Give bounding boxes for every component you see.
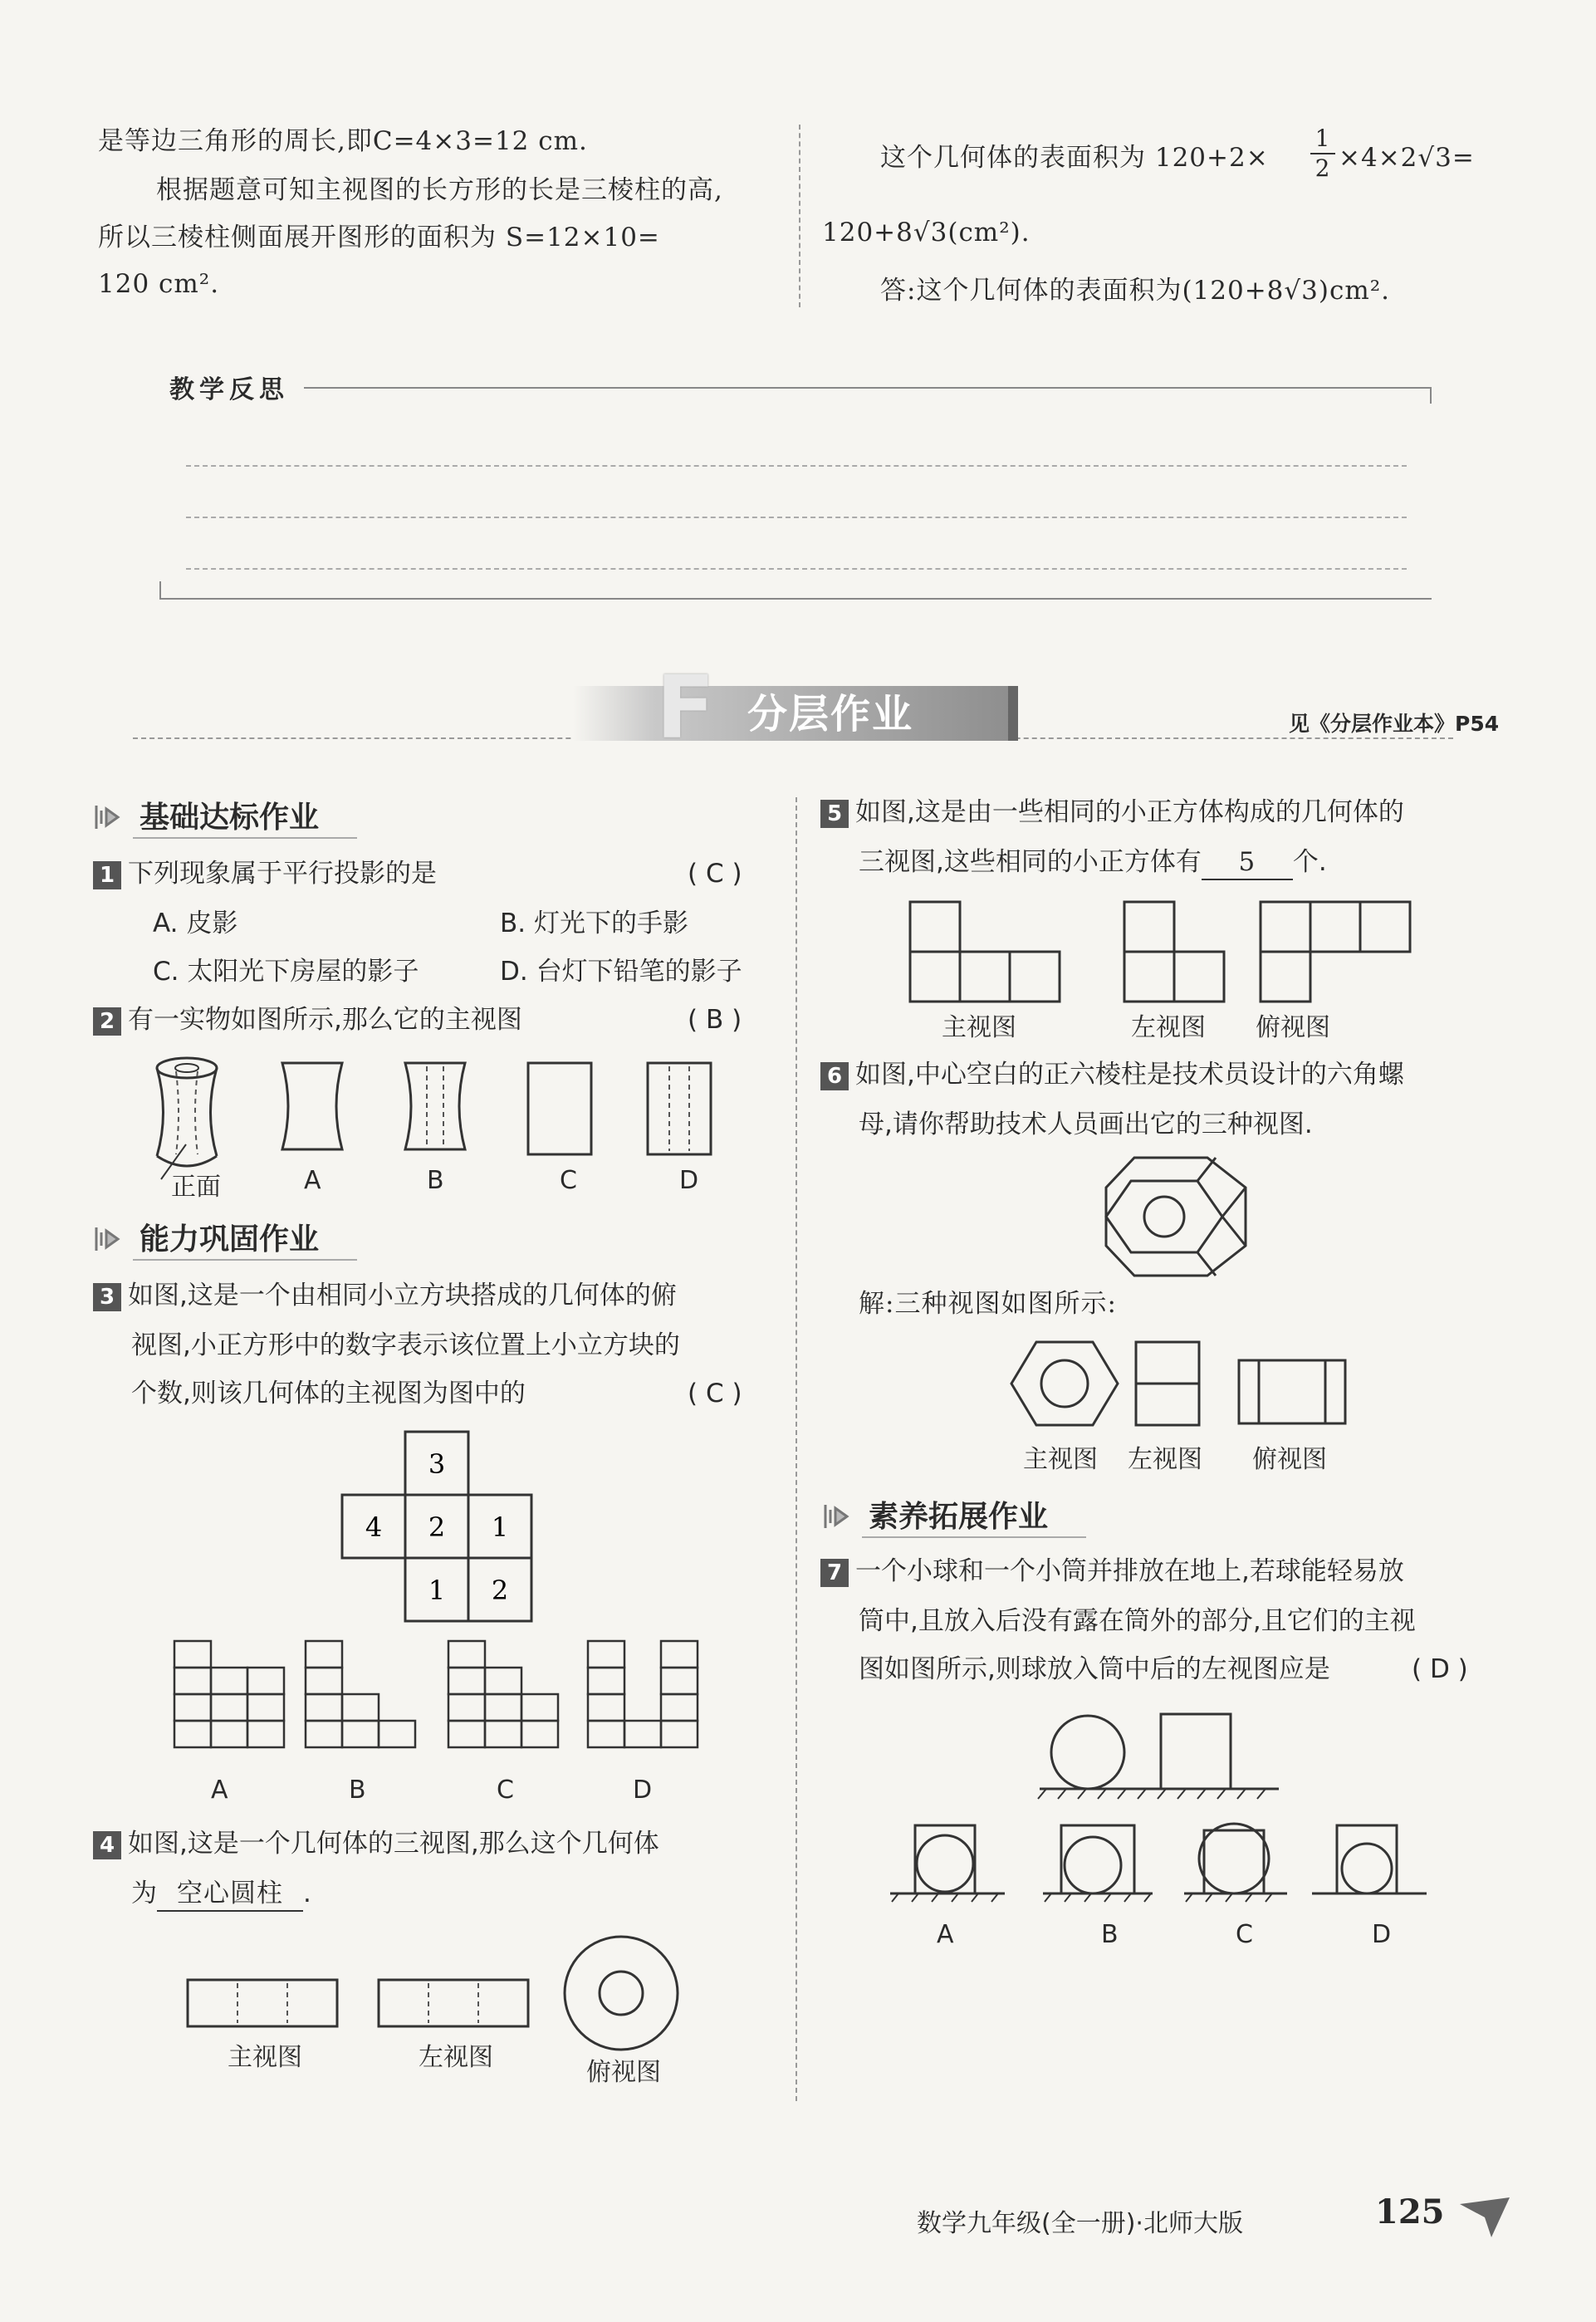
top-right-line2: 120+8√3(cm²). <box>822 218 1031 247</box>
q3-line3: 个数,则该几何体的主视图为图中的 <box>131 1379 526 1408</box>
q6-number: 6 <box>820 1062 849 1090</box>
fraction-denominator: 2 <box>1310 153 1335 183</box>
section-ability-title: 能力巩固作业 <box>140 1222 320 1257</box>
q2-text: 有一实物如图所示,那么它的主视图 <box>128 1005 522 1035</box>
q4-text-1: 如图,这是一个几何体的三视图,那么这个几何体 <box>128 1829 659 1859</box>
section-arrow-icon <box>822 1500 855 1533</box>
q7-label-c: C <box>1236 1920 1253 1949</box>
q6-solution-views <box>1010 1339 1359 1430</box>
q1-number: 1 <box>93 861 121 889</box>
top-left-line4: 120 cm². <box>98 269 220 299</box>
q3-grid-cell: 1 <box>491 1511 509 1543</box>
q2-option-c-shape <box>528 1063 591 1154</box>
q4-view-label: 左视图 <box>419 2043 493 2072</box>
banner-end-cap <box>1008 686 1018 741</box>
q2-option-a-shape <box>282 1063 342 1149</box>
q4-top-view-figure <box>561 1933 681 2053</box>
q3-grid-cell: 2 <box>491 1575 509 1606</box>
q4-line2 <box>131 1874 311 1913</box>
q1-option-d: D. 台灯下铅笔的影子 <box>500 957 742 987</box>
q1-option-c: C. 太阳光下房屋的影子 <box>153 957 419 987</box>
q7-label-b: B <box>1101 1920 1119 1949</box>
q7-label-d: D <box>1372 1920 1392 1949</box>
q7-option-a-shape <box>890 1825 1005 1902</box>
q7-number: 7 <box>820 1559 849 1587</box>
q3-number: 3 <box>93 1283 121 1311</box>
top-left-line2: 根据题意可知主视图的长方形的长是三棱柱的高, <box>156 175 723 205</box>
q4-view-label: 俯视图 <box>586 2058 661 2087</box>
top-left-line1: 是等边三角形的周长,即C=4×3=12 cm. <box>98 126 588 156</box>
q2-options-figure <box>279 1063 711 1163</box>
q5-line1 <box>820 792 1404 832</box>
q6-view-label: 俯视图 <box>1252 1445 1327 1474</box>
q6-view-label: 左视图 <box>1128 1445 1202 1474</box>
reflection-top-rule <box>304 387 1432 389</box>
q2-label-b: B <box>427 1166 444 1195</box>
reflection-right-tick <box>1430 387 1432 404</box>
section-extend-underline <box>862 1536 1086 1538</box>
reflection-left-tick <box>159 581 161 598</box>
section-extend-title: 素养拓展作业 <box>869 1500 1049 1534</box>
q2-front-label: 正面 <box>171 1173 221 1202</box>
q1-text: 下列现象属于平行投影的是 <box>128 859 437 889</box>
q7-options-figure <box>889 1822 1437 1913</box>
q7-option-b-shape <box>1043 1825 1153 1902</box>
q3-grid-cell: 4 <box>365 1511 383 1543</box>
q3-label-c: C <box>497 1776 514 1805</box>
q5-number: 5 <box>820 800 849 828</box>
q7-answer: ( D ) <box>1412 1654 1468 1684</box>
q5-text-1: 如图,这是由一些相同的小正方体构成的几何体的 <box>855 797 1404 827</box>
q1-option-a: A. 皮影 <box>153 909 238 938</box>
q3-option-a-shape <box>174 1641 284 1747</box>
q3-text-1: 如图,这是一个由相同小立方块搭成的几何体的俯 <box>128 1281 677 1310</box>
banner-letter: F <box>656 657 716 758</box>
q3-label-d: D <box>633 1776 653 1805</box>
section-ability-underline <box>133 1259 357 1261</box>
q5-three-views <box>908 900 1415 1005</box>
q4-answer-fill: 空心圆柱 <box>157 1877 303 1912</box>
q6-view-label: 主视图 <box>1023 1445 1098 1474</box>
q6-line2: 母,请你帮助技术人员画出它的三种视图. <box>859 1110 1313 1139</box>
q7-line3: 图如图所示,则球放入筒中后的左视图应是 <box>859 1654 1330 1684</box>
q3-label-b: B <box>349 1776 366 1805</box>
section-basic-underline <box>133 837 357 839</box>
q3-option-d-shape <box>588 1641 698 1747</box>
q3-grid-cell: 3 <box>428 1448 446 1480</box>
q2-number: 2 <box>93 1007 121 1036</box>
q2-label-d: D <box>679 1166 699 1195</box>
banner-title: 分层作业 <box>747 691 914 737</box>
q5-answer-fill: 5 <box>1202 845 1293 880</box>
footer-book-title: 数学九年级(全一册)·北师大版 <box>917 2209 1243 2238</box>
section-arrow-icon <box>93 801 126 834</box>
fraction <box>1310 125 1335 183</box>
q7-text-1: 一个小球和一个小筒并排放在地上,若球能轻易放 <box>855 1556 1404 1586</box>
q2-option-d-shape <box>648 1063 711 1154</box>
top-right-line3: 答:这个几何体的表面积为(120+8√3)cm². <box>880 276 1391 306</box>
q3-line1 <box>93 1276 677 1315</box>
page-corner-icon <box>1456 2192 1515 2242</box>
top-right-line1b: ×4×2√3= <box>1339 143 1475 173</box>
q5-view-label: 俯视图 <box>1256 1013 1330 1042</box>
q4-line2-prefix: 为 <box>131 1879 157 1908</box>
top-left-line3: 所以三棱柱侧面展开图形的面积为 S=12×10= <box>98 223 660 252</box>
q2-answer: ( B ) <box>688 1005 742 1035</box>
q5-line2 <box>859 842 1327 882</box>
q2-label-a: A <box>304 1166 321 1195</box>
reflection-bottom-rule <box>159 598 1432 600</box>
q4-front-side-views <box>186 1978 535 2030</box>
q5-line2-suffix: 个. <box>1292 847 1327 877</box>
q6-solution: 解:三种视图如图所示: <box>859 1289 1117 1319</box>
q7-ball-tube-figure <box>1038 1711 1287 1802</box>
q3-options-figure <box>173 1641 704 1757</box>
q5-view-label: 主视图 <box>942 1013 1016 1042</box>
q3-label-a: A <box>211 1776 228 1805</box>
q3-option-b-shape <box>306 1641 415 1747</box>
q4-view-label: 主视图 <box>228 2043 302 2072</box>
q7-option-c-shape <box>1184 1824 1287 1902</box>
reflection-line-2 <box>186 517 1407 518</box>
q7-label-a: A <box>937 1920 954 1949</box>
page-number: 125 <box>1375 2192 1445 2231</box>
q3-option-c-shape <box>448 1641 558 1747</box>
section-arrow-icon <box>93 1222 126 1256</box>
q1-answer: ( C ) <box>688 859 742 889</box>
q3-answer: ( C ) <box>688 1379 742 1408</box>
q3-top-view-grid <box>340 1430 536 1626</box>
q7-option-d-shape <box>1312 1825 1427 1893</box>
q4-line1 <box>93 1824 659 1864</box>
q2-stem <box>93 1000 522 1040</box>
q6-line1 <box>820 1055 1404 1095</box>
q7-line1 <box>820 1551 1404 1591</box>
section-basic-title: 基础达标作业 <box>140 801 320 835</box>
reflection-title: 教学反思 <box>169 375 289 404</box>
q6-text-1: 如图,中心空白的正六棱柱是技术员设计的六角螺 <box>855 1060 1404 1090</box>
q2-option-b-shape <box>405 1063 465 1149</box>
q3-line2: 视图,小正方形中的数字表示该位置上小立方块的 <box>131 1330 680 1360</box>
q5-view-label: 左视图 <box>1131 1013 1206 1042</box>
q6-hex-nut-figure <box>1104 1154 1254 1279</box>
q3-grid-cell: 1 <box>428 1575 446 1606</box>
reflection-line-3 <box>186 568 1407 570</box>
q1-option-b: B. 灯光下的手影 <box>500 909 688 938</box>
q4-number: 4 <box>93 1831 121 1859</box>
q7-line2: 筒中,且放入后没有露在筒外的部分,且它们的主视 <box>859 1606 1416 1636</box>
top-column-divider <box>799 125 800 307</box>
banner-ref: 见《分层作业本》P54 <box>1289 712 1500 736</box>
q5-line2-prefix: 三视图,这些相同的小正方体有 <box>859 847 1202 877</box>
q4-line2-suffix: . <box>303 1879 311 1908</box>
q1-stem <box>93 854 437 894</box>
q3-grid-cell: 2 <box>428 1511 446 1543</box>
fraction-numerator: 1 <box>1314 125 1331 152</box>
main-column-divider <box>796 797 797 2101</box>
top-right-line1a: 这个几何体的表面积为 120+2× <box>880 143 1269 173</box>
q2-label-c: C <box>560 1166 577 1195</box>
reflection-line-1 <box>186 465 1407 467</box>
